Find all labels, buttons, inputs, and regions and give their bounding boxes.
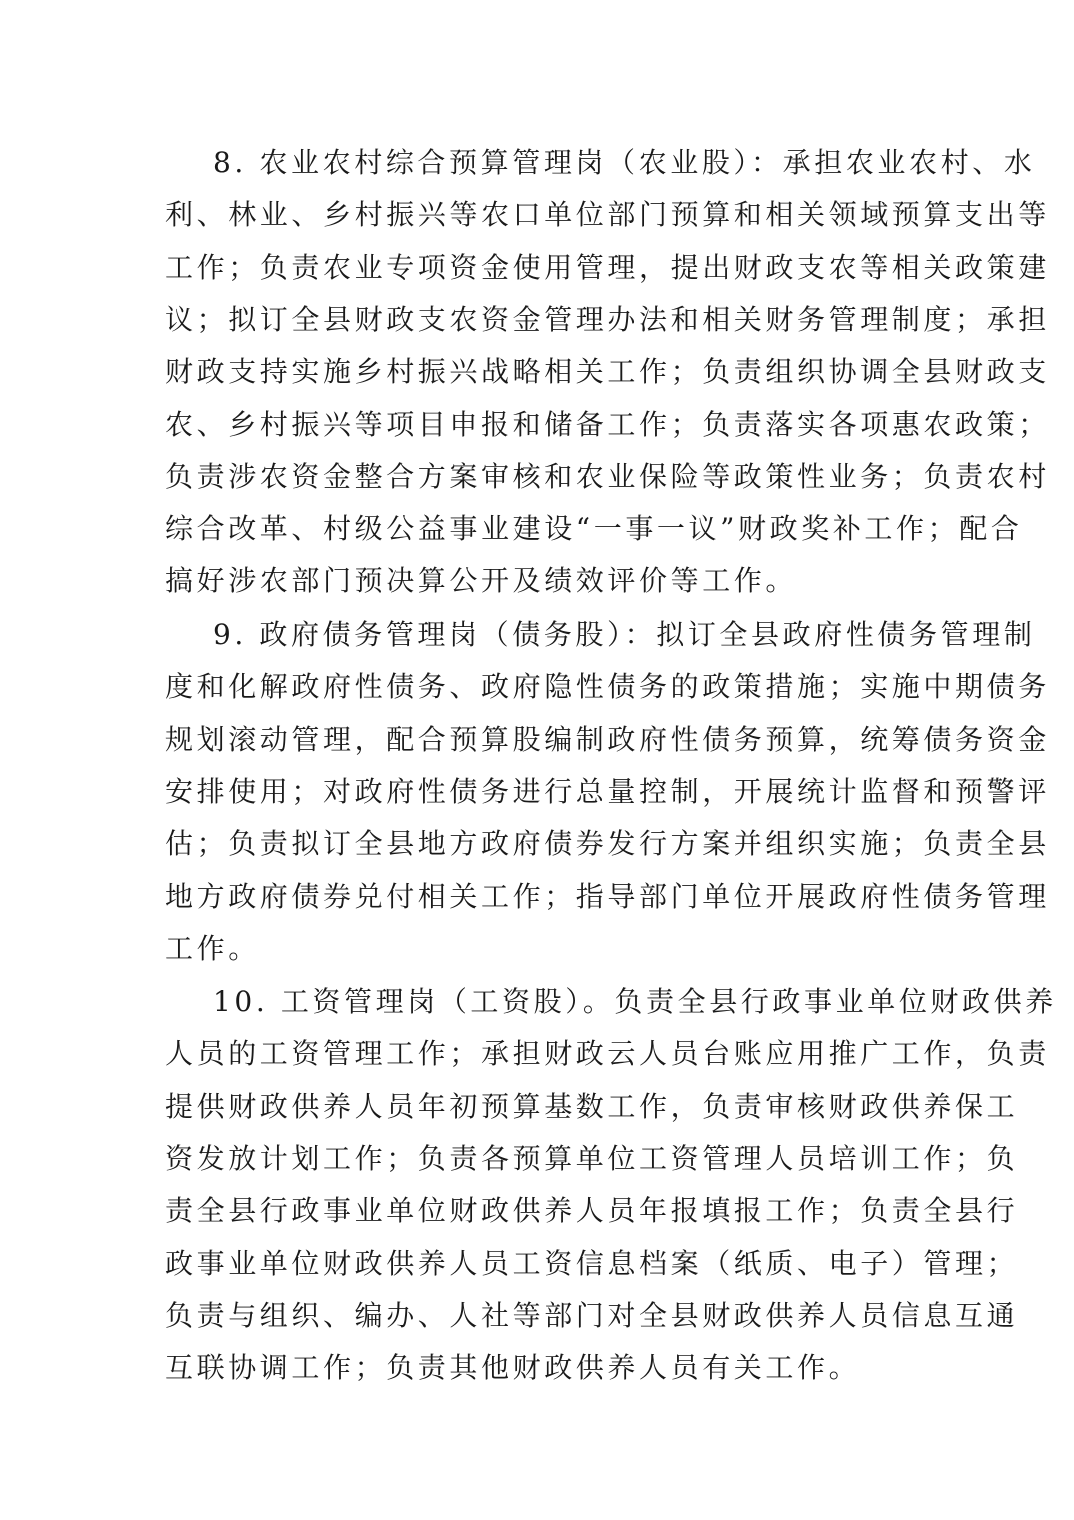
item-9-line: 度和化解政府性债务、政府隐性债务的政策措施；实施中期债务: [165, 670, 1050, 704]
item-10-line: 责全县行政事业单位财政供养人员年报填报工作；负责全县行: [165, 1194, 1019, 1228]
item-10-line: 负责与组织、编办、人社等部门对全县财政供养人员信息互通: [165, 1298, 1019, 1332]
item-8-line: 财政支持实施乡村振兴战略相关工作；负责组织协调全县财政支: [165, 355, 1050, 389]
item-10-line: 10. 工资管理岗（工资股）。负责全县行政事业单位财政供养: [213, 985, 1057, 1018]
item-8-line: 8. 农业农村综合预算管理岗（农业股）：承担农业农村、水: [213, 146, 1036, 179]
item-8-line: 负责涉农资金整合方案审核和农业保险等政策性业务；负责农村: [165, 459, 1050, 493]
item-10-line: 提供财政供养人员年初预算基数工作，负责审核财政供养保工: [165, 1089, 1019, 1123]
item-10-line: 资发放计划工作；负责各预算单位工资管理人员培训工作；负: [165, 1141, 1019, 1175]
item-9-line: 规划滚动管理，配合预算股编制政府性债务预算，统筹债务资金: [165, 722, 1050, 756]
item-8-line: 综合改革、村级公益事业建设“一事一议”财政奖补工作；配合: [165, 512, 1023, 546]
item-9-line: 估；负责拟订全县地方政府债券发行方案并组织实施；负责全县: [165, 827, 1050, 861]
item-8-line: 利、林业、乡村振兴等农口单位部门预算和相关领域预算支出等: [165, 198, 1050, 232]
item-10-line: 人员的工资管理工作；承担财政云人员台账应用推广工作，负责: [165, 1037, 1050, 1071]
item-9-line: 地方政府债券兑付相关工作；指导部门单位开展政府性债务管理: [165, 879, 1050, 913]
item-8-line: 工作；负责农业专项资金使用管理，提出财政支农等相关政策建: [165, 250, 1050, 284]
item-9-line: 9. 政府债务管理岗（债务股）：拟订全县政府性债务管理制: [213, 618, 1036, 651]
item-8-line: 农、乡村振兴等项目申报和储备工作；负责落实各项惠农政策；: [165, 407, 1050, 441]
item-8-line: 搞好涉农部门预决算公开及绩效评价等工作。: [165, 564, 798, 598]
item-10-line: 互联协调工作；负责其他财政供养人员有关工作。: [165, 1351, 861, 1385]
item-8-line: 议；拟订全县财政支农资金管理办法和相关财务管理制度；承担: [165, 302, 1050, 336]
item-9-line: 工作。: [165, 931, 260, 965]
item-9-line: 安排使用；对政府性债务进行总量控制，开展统计监督和预警评: [165, 774, 1050, 808]
item-10-line: 政事业单位财政供养人员工资信息档案（纸质、电子）管理；: [165, 1246, 1019, 1280]
